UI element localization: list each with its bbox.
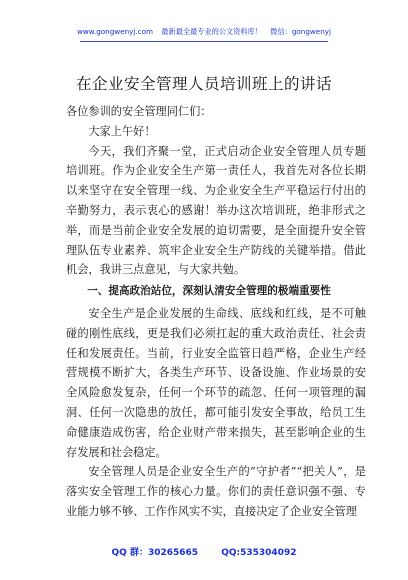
section1-paragraph-1: 安全生产是企业发展的生命线、底线和红线，是不可触碰的刚性底线，更是我们必须扛起的重大政治责任、社会责任和发展责任。当前，行业安全监管日趋严格，企业生产经营规模不断扩大，各类生产环节、设备设施、作业场景的安全风险愈发复杂，任何一个环节的疏忽、任何一项管理的漏洞、任何一次隐患的放任，都可能引发安全事故，给员工生命健康造成伤害，给企业财产带来损失，甚至影响企业的生存发展和社会稳定。 — [66, 306, 366, 459]
page-footer — [0, 545, 408, 558]
intro-paragraph: 今天，我们齐聚一堂，正式启动企业安全管理人员专题培训班。作为企业安全生产第一责任人，我首先对各位长期以来坚守在安全管理一线、为企业安全生产平稳运行付出的辛勤努力，表示衷心的感谢！举办这次培训班，绝非形式之举，而是当前企业安全发展的迫切需要，是全面提升安全管理队伍专业素养、筑牢企业安全生产防线的关键举措。借此机会，我讲三点意见，与大家共勉。 — [66, 144, 366, 277]
section-heading-1: 一、提高政治站位，深刻认清安全管理的极端重要性 — [87, 285, 331, 298]
section1-paragraph-2: 安全管理人员是企业安全生产的“守护者”“把关人”，是落实安全管理工作的核心力量。你们的责任意识强不强、专业能力够不够、工作作风实不实，直接决定了企业安全管理 — [66, 465, 366, 518]
qq-contact: QQ:535304092 — [221, 548, 297, 558]
document-body — [66, 102, 366, 522]
salutation: 各位参训的安全管理同仁们： — [66, 105, 212, 118]
qq-group: QQ 群：30265665 — [111, 548, 199, 558]
site-header — [0, 27, 408, 37]
document-title: 在企业安全管理人员培训班上的讲话 — [75, 75, 332, 93]
site-slogan: 最新最全最专业的公文资料库！ — [161, 27, 262, 36]
site-url[interactable]: www.gongwenyj.com — [76, 27, 154, 36]
wechat-id: 微信：gongwenyj — [270, 27, 332, 36]
header-divider — [80, 41, 328, 42]
greeting: 大家上午好！ — [88, 124, 156, 138]
